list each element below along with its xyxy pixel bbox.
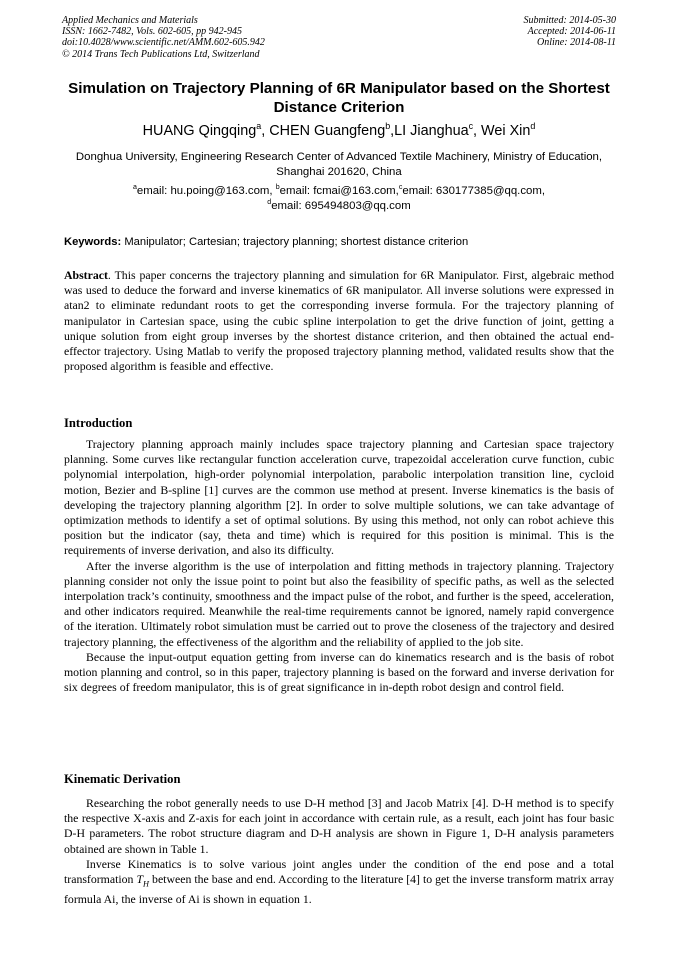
- keywords-text: Manipulator; Cartesian; trajectory planning; shortest distance criterion: [124, 236, 469, 248]
- symbol-subscript: H: [143, 879, 150, 889]
- doi-line: doi:10.4028/www.scientific.net/AMM.602-605.942: [62, 37, 265, 49]
- introduction-paragraph: After the inverse algorithm is the use of interpolation and fitting methods in trajectory planning. Trajectory planning consider not only the issue point to point but also the feasibility of specific paths, as well as the selected interpolation track’s continuity, smoothness and the impact pulse of the robot, and further is the speed, acceleration, and other indicators required. Meanwhile the real-time requirements cannot be ignored, namely rapid convergence of the iteration. Ultimately robot simulation must be carried out to prove the closeness of the trajectory and desired trajectory planning, the effectiveness of the algorithm and the reliability of applied to the job site.: [64, 558, 614, 649]
- author-emails: [60, 184, 618, 214]
- author-mark: c: [468, 121, 474, 132]
- abstract-label: Abstract: [64, 268, 108, 282]
- email-c[interactable]: email: 630177385@qq.com,: [402, 185, 546, 197]
- copyright-line: © 2014 Trans Tech Publications Ltd, Switzerland: [62, 48, 260, 60]
- author-affiliation: Donghua University, Engineering Research Center of Advanced Textile Machinery, Ministry of Education, Shanghai 201620, China: [75, 151, 603, 178]
- symbol-letter: T: [136, 872, 144, 887]
- author-separator: ,: [261, 123, 270, 139]
- abstract-text: . This paper concerns the trajectory planning and simulation for 6R Manipulator. First, algebraic method was used to deduce the forward and inverse kinematics of 6R manipulator. All inverse solutions were expressed in atan2 to eliminate redundant roots to get the corresponding inverse formula. For the trajectory planning of manipulator in Cartesian space, using the cubic spline interpolation to get the drive function of joint, getting a unique solution from eight group inverses by the shortest distance criterion, and then obtained the actual end-effector trajectory. Using Matlab to verify the proposed trajectory planning method, validated results show that the proposed algorithm is feasible and effective.: [64, 268, 614, 374]
- author-mark: b: [385, 121, 391, 132]
- author-separator: ,: [473, 123, 482, 139]
- keywords-line: [64, 235, 624, 249]
- journal-header-right: [524, 15, 617, 49]
- abstract-paragraph: [64, 268, 614, 374]
- transformation-symbol: [136, 872, 150, 889]
- online-date: Online: 2014-08-11: [537, 37, 616, 49]
- author-mark: d: [530, 121, 536, 132]
- kinematic-paragraph: Researching the robot generally needs to use D-H method [3] and Jacob Matrix [4]. D-H method is to specify the respective X-axis and Z-axis for each joint in accordance with certain rule, as a result, each joint has four basic D-H parameters. The robot structure diagram and D-H analysis are shown in Figure 1, D-H analysis parameters obtained are shown in Table 1.: [64, 796, 614, 856]
- author-list: [60, 122, 618, 140]
- kinematic-text-before: Inverse Kinematics is to solve various joint angles under the condition of the end pose and a total transformation: [64, 856, 614, 887]
- author-separator: ,: [390, 123, 395, 139]
- keywords-label: Keywords:: [64, 236, 122, 248]
- email-mark: d: [267, 199, 272, 207]
- email-a[interactable]: email: hu.poing@163.com,: [136, 185, 273, 197]
- author-name: HUANG Qingqing: [142, 123, 257, 139]
- kinematic-heading: Kinematic Derivation: [64, 772, 181, 786]
- accepted-date: Accepted: 2014-06-11: [527, 26, 616, 38]
- paper-title: Simulation on Trajectory Planning of 6R Manipulator based on the Shortest Distance Criterion: [68, 80, 610, 116]
- kinematic-text-after: between the base and end. According to the literature [4] to get the inverse transform matrix array formula Ai, the inverse of Ai is shown in equation 1.: [64, 872, 615, 906]
- author-mark: a: [256, 121, 262, 132]
- abstract-section: [64, 268, 614, 374]
- introduction-paragraph: Trajectory planning approach mainly includes space trajectory planning and Cartesian space trajectory planning. Some curves like rectangular function acceleration curve, trapezoidal acceleration curve function, cubic polynomial interpolation, high-order polynomial interpolation, parabolic interpolation transition line, cycloid motion, Bezier and B-spline [1] curves are the common use method at present. Inverse kinematics is the basis of developing the trajectory planning algorithm [2]. In order to solve multiple solutions, we can take advantage of optimization methods to identify a set of optimal solutions. By using this method, not only can robot achieve this position but the indicator (say, theta and time) which is required for this position is minimal. This is the requirements of inverse derivation, and also its difficulty.: [64, 437, 614, 558]
- journal-name: Applied Mechanics and Materials: [62, 15, 198, 26]
- author-name: Wei Xin: [481, 123, 531, 139]
- email-d[interactable]: email: 695494803@qq.com: [271, 200, 411, 212]
- introduction-heading: Introduction: [64, 416, 133, 430]
- introduction-section: [64, 437, 614, 695]
- author-name: LI Jianghua: [394, 123, 469, 139]
- issn-line: ISSN: 1662-7482, Vols. 602-605, pp 942-945: [62, 26, 242, 38]
- journal-header-left: [62, 15, 265, 60]
- author-name: CHEN Guangfeng: [269, 123, 386, 139]
- email-mark: b: [275, 184, 280, 192]
- introduction-paragraph: Because the input-output equation getting from inverse can do kinematics research and is the basis of robot motion planning and control, so in this paper, trajectory planning is based on the forward and inverse derivation for six degrees of freedom manipulator, this is of great significance in in-depth robot design and control field.: [64, 649, 614, 695]
- kinematic-section: [64, 796, 614, 907]
- email-b[interactable]: email: fcmai@163.com,: [279, 185, 399, 197]
- kinematic-paragraph: [64, 857, 614, 907]
- submitted-date: Submitted: 2014-05-30: [523, 15, 616, 26]
- email-mark: c: [398, 184, 403, 192]
- email-mark: a: [132, 184, 137, 192]
